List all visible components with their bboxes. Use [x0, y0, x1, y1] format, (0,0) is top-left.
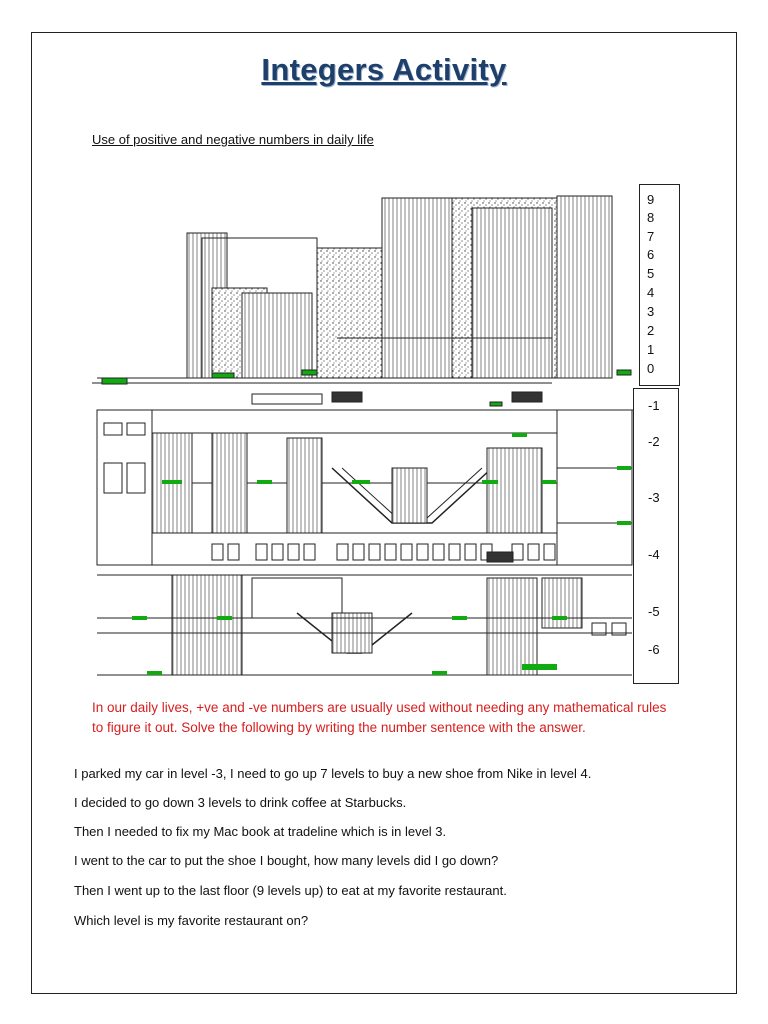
level-label: 5 — [647, 266, 655, 281]
level-label: 4 — [647, 285, 655, 300]
middle-building — [97, 410, 632, 565]
level-box-upper — [639, 184, 680, 386]
level-label: 0 — [647, 361, 655, 376]
question-5: Then I went up to the last floor (9 levels up) to eat at my favorite restaurant. — [74, 883, 507, 898]
building-section-diagram — [92, 178, 637, 683]
page-subtitle: Use of positive and negative numbers in daily life — [92, 132, 374, 147]
question-6: Which level is my favorite restaurant on? — [74, 913, 309, 928]
question-3: Then I needed to fix my Mac book at tradeline which is in level 3. — [74, 824, 447, 839]
instructions-text: In our daily lives, +ve and -ve numbers are usually used without needing any mathematical rules to figure it out. Solve the following by writing the number sentence with the answer. — [92, 700, 667, 735]
question-2: I decided to go down 3 levels to drink coffee at Starbucks. — [74, 795, 407, 810]
level-label: 6 — [647, 247, 655, 262]
level-label: 2 — [647, 323, 655, 338]
level-label: 7 — [647, 229, 655, 244]
level-label: -6 — [648, 642, 660, 657]
question-1: I parked my car in level -3, I need to go up 7 levels to buy a new shoe from Nike in level 4. — [74, 766, 592, 781]
page-title: Integers Activity — [261, 52, 507, 87]
lower-building — [97, 575, 632, 675]
question-4: I went to the car to put the shoe I bought, how many levels did I go down? — [74, 853, 499, 868]
level-label: 3 — [647, 304, 655, 319]
level-label: 9 — [647, 192, 655, 207]
level-label: 1 — [647, 342, 655, 357]
level-label: -1 — [648, 398, 660, 413]
level-box-lower — [633, 388, 679, 684]
level-label: -3 — [648, 490, 660, 505]
level-label: -2 — [648, 434, 660, 449]
level-label: -4 — [648, 547, 660, 562]
level-label: 8 — [647, 210, 655, 225]
level-label: -5 — [648, 604, 660, 619]
upper-building — [92, 196, 637, 410]
